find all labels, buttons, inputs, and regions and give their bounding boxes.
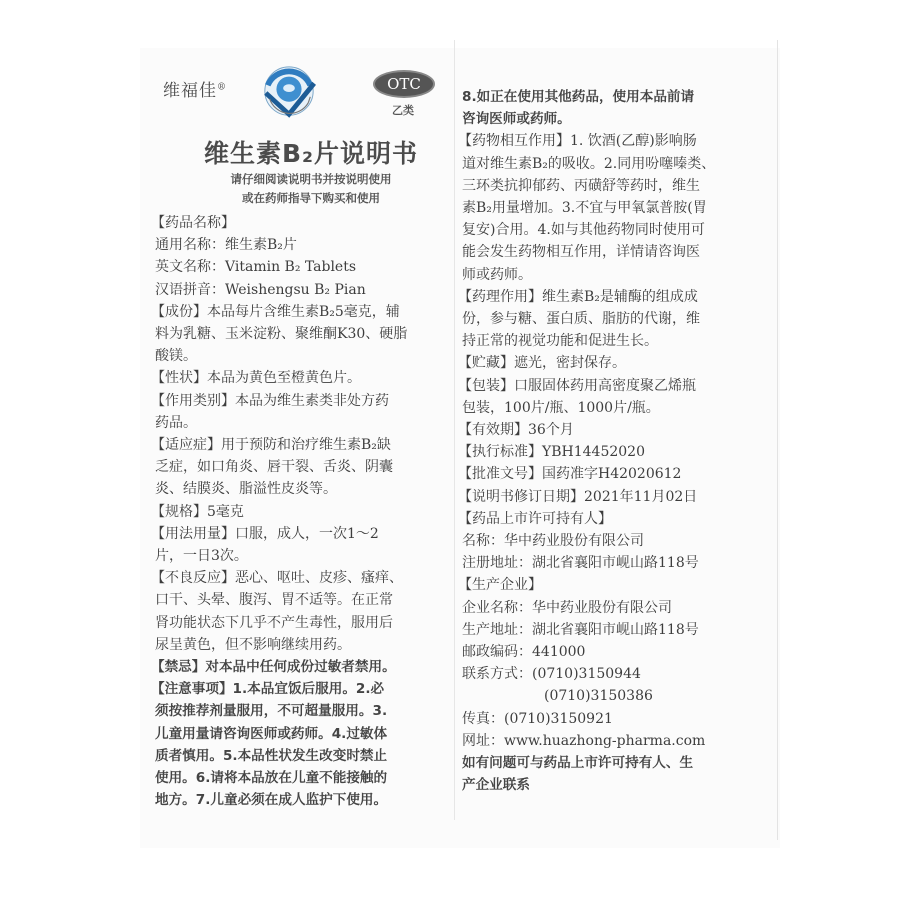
section-heading-line: 【批准文号】国药准字H42020612: [458, 466, 682, 483]
text-line: 英文名称：Vitamin B₂ Tablets: [155, 259, 357, 276]
section-heading-line: 【药理作用】维生素B₂是辅酶的组成成: [458, 288, 698, 305]
text-line: 注册地址：湖北省襄阳市岘山路118号: [462, 555, 699, 572]
right-column: [458, 82, 774, 797]
text-line: 持正常的视觉功能和促进生长。: [462, 333, 658, 350]
text-line: 药品。: [155, 414, 197, 431]
text-line: (0710)3150386: [544, 688, 653, 705]
otc-class-label: 乙类: [392, 104, 414, 117]
section-heading-line: 【禁忌】对本品中任何成份过敏者禁用。: [151, 659, 396, 676]
text-line: 使用。6.请将本品放在儿童不能接触的: [155, 770, 388, 787]
text-line: 乏症，如口角炎、唇干裂、舌炎、阴囊: [155, 459, 393, 476]
subtitle-line: 请仔细阅读说明书并按说明使用: [230, 172, 392, 186]
text-line: 传真：(0710)3150921: [462, 710, 613, 727]
section-heading-line: 【规格】5毫克: [151, 503, 244, 520]
brand-header: [155, 62, 467, 128]
text-line: 8.如正在使用其他药品，使用本品前请: [462, 89, 695, 105]
text-line: 地方。7.儿童必须在成人监护下使用。: [155, 792, 388, 809]
text-line: 网址：www.huazhong-pharma.com: [462, 732, 706, 749]
text-line: 复安)合用。4.如与其他药物同时使用可: [462, 222, 705, 239]
text-line: 肾功能状态下几乎不产生毒性，服用后: [155, 614, 393, 631]
section-heading-line: 【执行标准】YBH14452020: [458, 444, 645, 461]
otc-badge: OTC: [373, 70, 435, 98]
section-heading-line: 【作用类别】本品为维生素类非处方药: [151, 392, 389, 409]
text-line: 产企业联系: [462, 777, 530, 794]
text-line: 三环类抗抑郁药、丙磺舒等药时，维生: [462, 177, 700, 194]
text-line: 企业名称：华中药业股份有限公司: [462, 599, 672, 616]
section-heading-line: 【不良反应】恶心、呕吐、皮疹、瘙痒、: [151, 570, 403, 587]
text-line: 道对维生素B₂的吸收。2.同用吩噻嗪类、: [462, 155, 716, 172]
section-heading-line: 【适应症】用于预防和治疗维生素B₂缺: [151, 437, 391, 454]
text-line: 份，参与糖、蛋白质、脂肪的代谢，维: [462, 311, 700, 328]
text-line: 尿呈黄色，但不影响继续用药。: [155, 636, 351, 653]
text-line: 名称：华中药业股份有限公司: [462, 533, 644, 550]
brand-name: 维福佳®: [163, 81, 227, 101]
section-heading-line: 【用法用量】口服，成人，一次1～2: [151, 525, 379, 542]
text-line: 包装，100片/瓶、1000片/瓶。: [462, 399, 660, 416]
section-heading-line: 【有效期】36个月: [458, 422, 574, 439]
subtitle-line: 或在药师指导下购买和使用: [242, 191, 380, 205]
text-line: 儿童用量请咨询医师或药师。4.过敏体: [155, 725, 388, 742]
text-line: 口干、头晕、腹泻、胃不适等。在正常: [155, 592, 393, 609]
page-edge: [777, 40, 778, 840]
section-heading-line: 【性状】本品为黄色至橙黄色片。: [151, 370, 361, 387]
section-heading-line: 【生产企业】: [458, 577, 542, 594]
text-line: 如有问题可与药品上市许可持有人、生: [462, 755, 694, 772]
section-heading-line: 【贮藏】遮光，密封保存。: [458, 355, 626, 372]
text-line: 素B₂用量增加。3.不宜与甲氧氯普胺(胃: [462, 200, 707, 217]
left-text-block: [151, 212, 467, 811]
text-line: 生产地址：湖北省襄阳市岘山路118号: [462, 621, 699, 638]
text-line: 邮政编码：441000: [462, 644, 586, 661]
text-line: 汉语拼音：Weishengsu B₂ Pian: [155, 281, 366, 298]
text-line: 须按推荐剂量服用，不可超量服用。3.: [155, 703, 388, 720]
text-line: 质者慎用。5.本品性状发生改变时禁止: [155, 747, 388, 764]
left-column: [151, 62, 467, 811]
text-line: 片，一日3次。: [155, 548, 248, 565]
section-heading-line: 【说明书修订日期】2021年11月02日: [458, 488, 698, 505]
document-title: 维生素B₂片说明书: [203, 139, 418, 168]
text-line: 联系方式：(0710)3150944: [462, 666, 641, 683]
text-line: 通用名称：维生素B₂片: [155, 237, 297, 254]
text-line: 咨询医师或药师。: [462, 111, 571, 128]
text-line: 能会发生药物相互作用，详情请咨询医: [462, 244, 700, 261]
quality-badge-icon: [260, 64, 318, 122]
section-heading-line: 【药物相互作用】1. 饮酒(乙醇)影响肠: [458, 133, 697, 150]
subtitle: [155, 170, 467, 208]
text-line: 炎、结膜炎、脂溢性皮炎等。: [155, 481, 337, 498]
text-line: 酸镁。: [155, 348, 197, 365]
section-heading-line: 【药品上市许可持有人】: [458, 510, 612, 527]
text-line: 师或药师。: [462, 266, 532, 283]
text-line: 料为乳糖、玉米淀粉、聚维酮K30、硬脂: [155, 326, 408, 343]
right-text-block: [458, 86, 774, 797]
section-heading-line: 【包装】口服固体药用高密度聚乙烯瓶: [458, 377, 696, 394]
section-heading-line: 【成份】本品每片含维生素B₂5毫克，辅: [151, 303, 400, 320]
section-heading-line: 【注意事项】1.本品宜饭后服用。2.必: [151, 681, 385, 698]
section-heading-line: 【药品名称】: [151, 215, 235, 231]
